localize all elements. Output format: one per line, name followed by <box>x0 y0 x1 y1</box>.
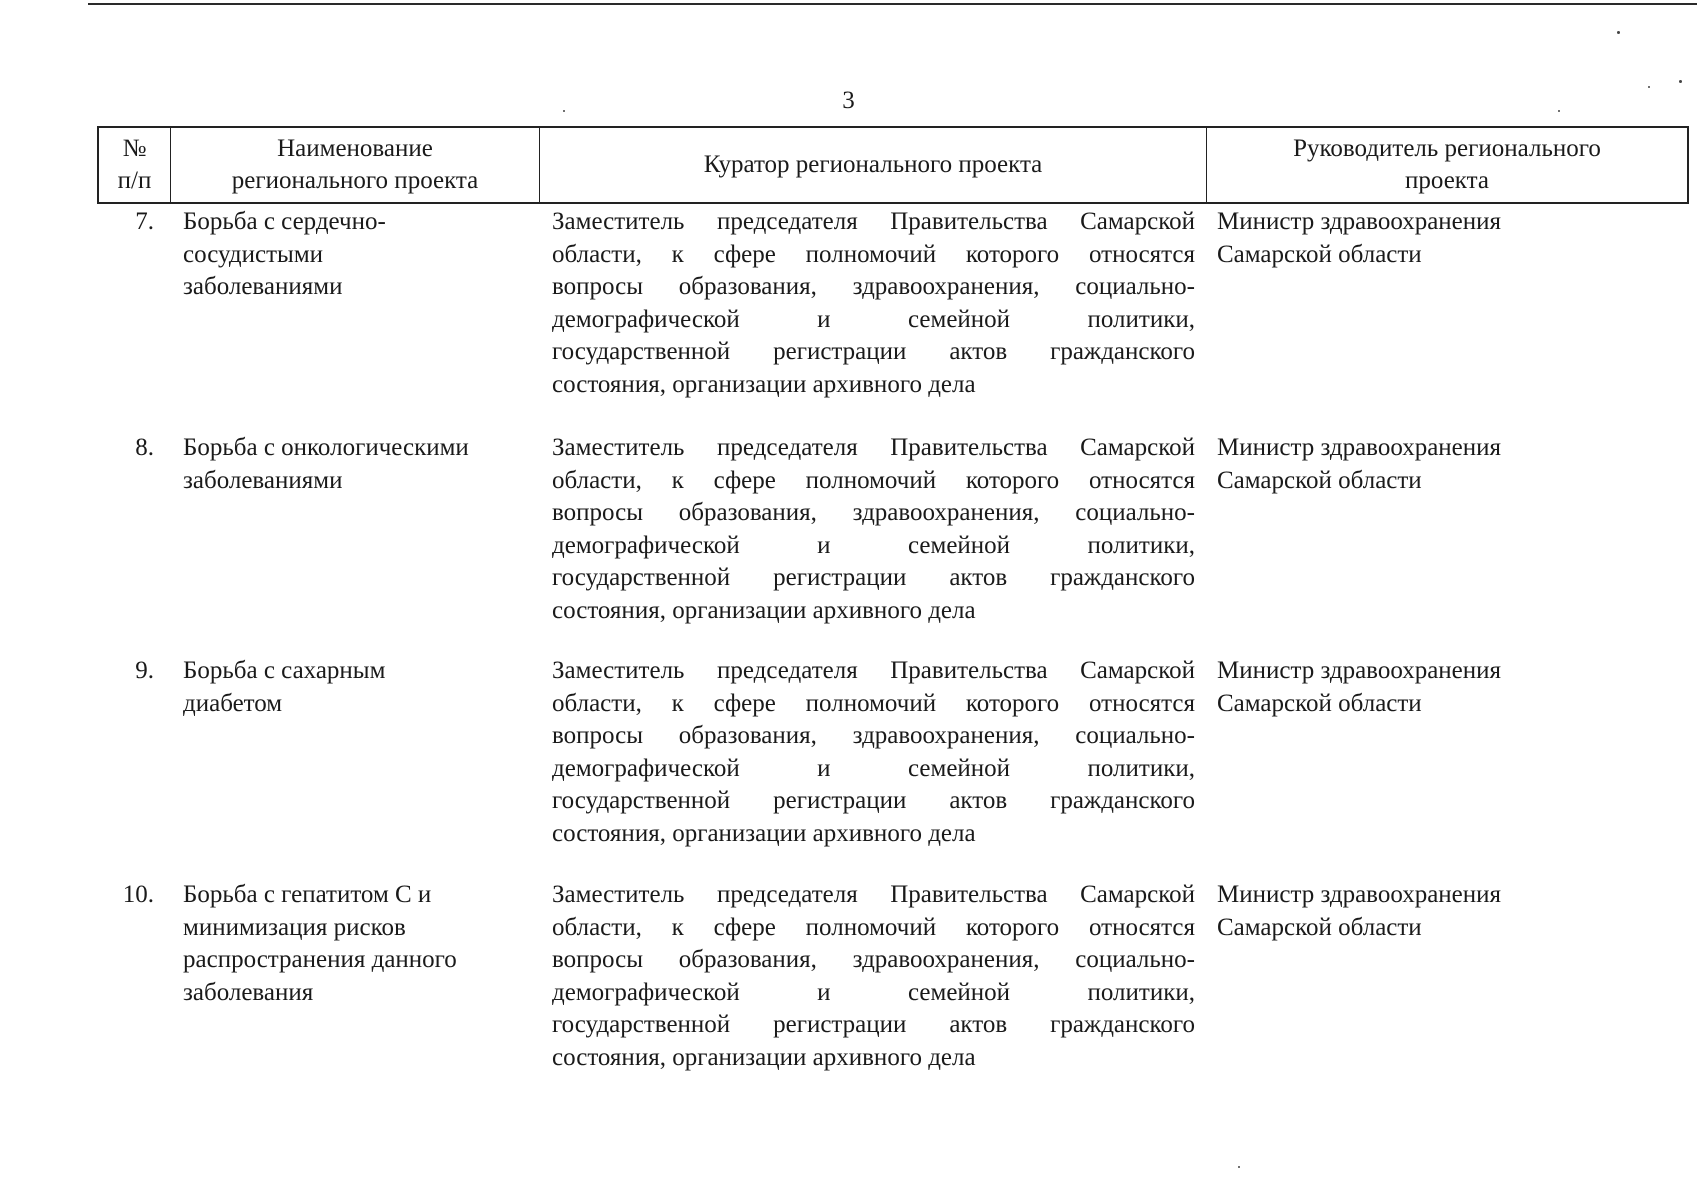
table-row <box>97 879 1689 1099</box>
curator-line: состояния, организации архивного дела <box>552 1043 976 1071</box>
curator-line: демографической и семейной политики, <box>552 531 1195 559</box>
curator-line: вопросы образования, здравоохранения, социально- <box>552 722 1195 750</box>
curator-line: государственной регистрации актов гражданского <box>552 338 1195 366</box>
curator-line: демографической и семейной политики, <box>552 978 1195 1006</box>
project-name: Борьба с сердечно- сосудистыми заболеваниями <box>183 208 386 301</box>
table-row <box>97 432 1689 655</box>
scan-speck <box>1617 31 1620 34</box>
curator-line: демографической и семейной политики, <box>552 754 1195 782</box>
row-number: 9. <box>135 657 154 684</box>
curator-line: Заместитель председателя Правительства Самарской <box>552 881 1195 908</box>
curator-text <box>538 432 1205 655</box>
curator-text <box>538 879 1205 1099</box>
curator-text <box>538 206 1205 432</box>
table-row <box>97 206 1689 432</box>
header-project-name: Наименование регионального проекта <box>171 128 540 202</box>
curator-line: вопросы образования, здравоохранения, социально- <box>552 946 1195 974</box>
project-head: Министр здравоохранения Самарской области <box>1217 208 1502 268</box>
header-project-head: Руководитель регионального проекта <box>1293 135 1601 194</box>
curator-text <box>538 655 1205 879</box>
project-name: Борьба с онкологическими заболеваниями <box>183 434 469 494</box>
row-number: 10. <box>122 881 154 908</box>
row-number: 8. <box>135 434 154 461</box>
header-curator: Куратор регионального проекта <box>540 128 1207 202</box>
curator-line: области, к сфере полномочий которого относятся <box>552 466 1195 494</box>
curator-line: состояния, организации архивного дела <box>552 819 976 847</box>
curator-line: области, к сфере полномочий которого относятся <box>552 240 1195 268</box>
table-row <box>97 655 1689 879</box>
curator-line: вопросы образования, здравоохранения, социально- <box>552 273 1195 301</box>
project-name: Борьба с сахарным диабетом <box>183 657 386 717</box>
curator-line: состояния, организации архивного дела <box>552 596 976 624</box>
curator-line: демографической и семейной политики, <box>552 305 1195 333</box>
project-head: Министр здравоохранения Самарской области <box>1217 657 1502 717</box>
curator-line: государственной регистрации актов гражданского <box>552 1011 1195 1039</box>
curator-line: государственной регистрации актов гражданского <box>552 564 1195 592</box>
header-number: № п/п <box>99 128 171 202</box>
curator-line: Заместитель председателя Правительства Самарской <box>552 208 1195 235</box>
top-border-line <box>88 3 1697 5</box>
curator-line: области, к сфере полномочий которого относятся <box>552 913 1195 941</box>
curator-line: вопросы образования, здравоохранения, социально- <box>552 499 1195 527</box>
table-header <box>97 126 1689 204</box>
scan-speck <box>1679 80 1682 83</box>
project-head: Министр здравоохранения Самарской области <box>1217 881 1502 941</box>
curator-line: области, к сфере полномочий которого относятся <box>552 689 1195 717</box>
curator-line: Заместитель председателя Правительства Самарской <box>552 657 1195 684</box>
curator-line: состояния, организации архивного дела <box>552 370 976 398</box>
page-number: 3 <box>842 87 855 114</box>
curator-line: Заместитель председателя Правительства Самарской <box>552 434 1195 461</box>
scan-speck <box>1238 1166 1240 1168</box>
row-number: 7. <box>135 208 154 235</box>
project-name: Борьба с гепатитом С и минимизация рисков распространения данного заболевания <box>183 881 457 1006</box>
curator-line: государственной регистрации актов гражданского <box>552 787 1195 815</box>
table-body <box>97 206 1689 1099</box>
project-head: Министр здравоохранения Самарской области <box>1217 434 1502 494</box>
